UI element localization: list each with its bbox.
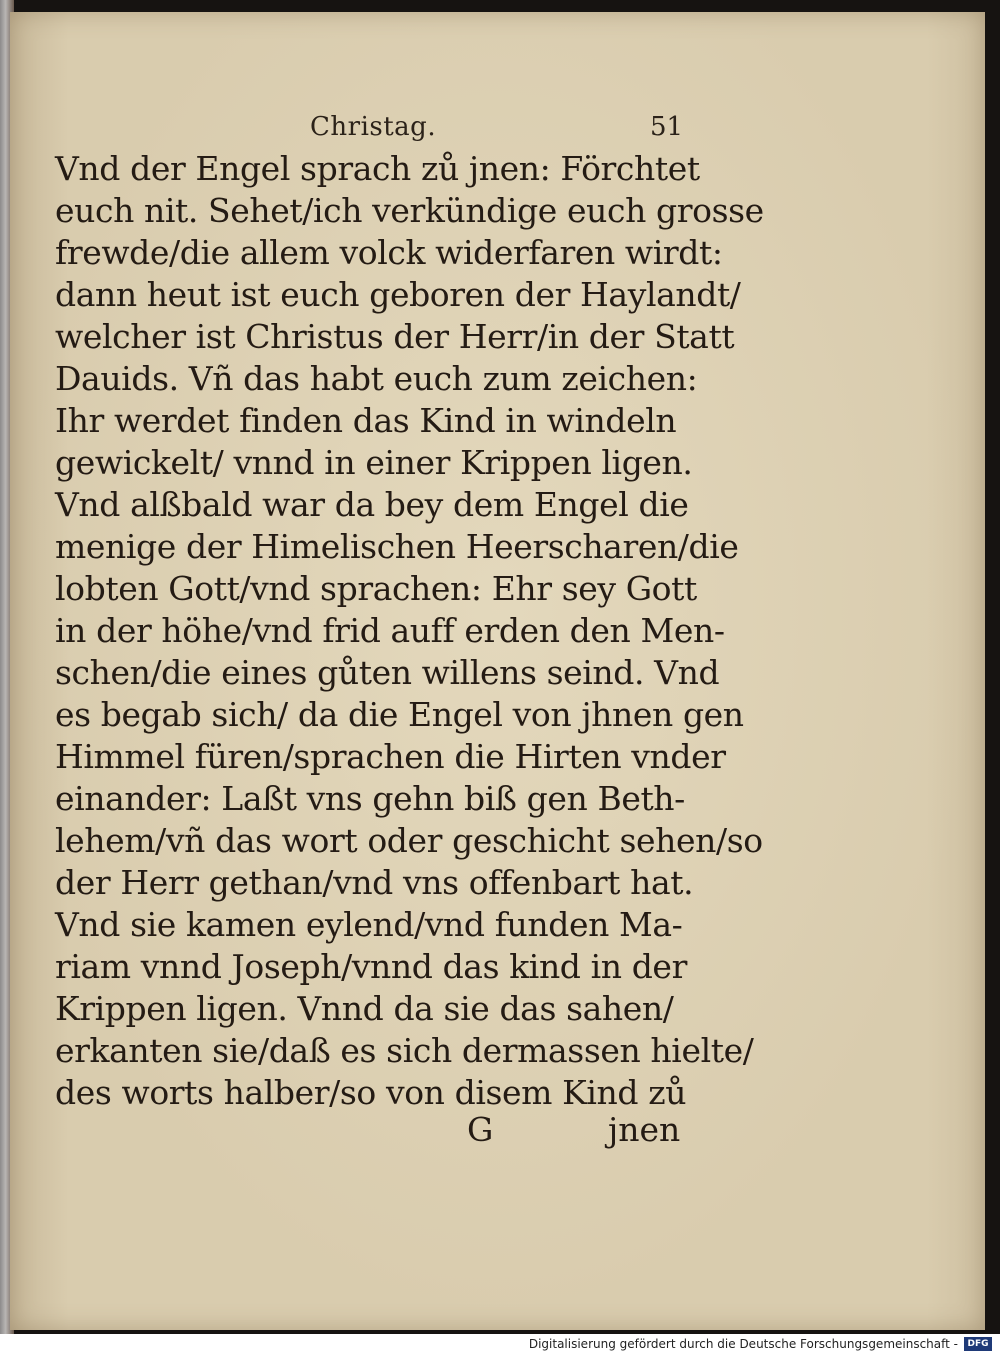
- page-number: 51: [650, 112, 684, 142]
- text-line: schen/die eines gůten willens seind. Vnd: [55, 653, 720, 692]
- text-line: Vnd sie kamen eylend/vnd funden Ma-: [55, 905, 683, 944]
- text-line: es begab sich/ da die Engel von jhnen gen: [55, 695, 744, 734]
- text-line: frewde/die allem volck widerfaren wirdt:: [55, 233, 723, 272]
- text-line: gewickelt/ vnnd in einer Krippen ligen.: [55, 443, 693, 482]
- text-line: Vnd alßbald war da bey dem Engel die: [55, 485, 689, 524]
- text-line: Krippen ligen. Vnnd da sie das sahen/: [55, 989, 674, 1028]
- text-line: Dauids. Vñ das habt euch zum zeichen:: [55, 359, 698, 398]
- text-line: lehem/vñ das wort oder geschicht sehen/so: [55, 821, 763, 860]
- body-text: [55, 148, 764, 1114]
- credit-bar: [0, 1334, 1000, 1355]
- text-line: menige der Himelischen Heerscharen/die: [55, 527, 739, 566]
- text-line: des worts halber/so von disem Kind zů: [55, 1073, 687, 1112]
- text-line: Ihr werdet finden das Kind in windeln: [55, 401, 677, 440]
- text-line: welcher ist Christus der Herr/in der Statt: [55, 317, 735, 356]
- catchword: jnen: [608, 1110, 681, 1149]
- funding-credit: Digitalisierung gefördert durch die Deutsche Forschungsgemeinschaft -: [528, 1337, 958, 1351]
- dfg-logo: DFG: [964, 1337, 992, 1351]
- text-line: Himmel füren/sprachen die Hirten vnder: [55, 737, 726, 776]
- text-line: lobten Gott/vnd sprachen: Ehr sey Gott: [55, 569, 697, 608]
- text-line: erkanten sie/daß es sich dermassen hielte/: [55, 1031, 754, 1070]
- page-header: [10, 112, 985, 146]
- signature-mark: G: [467, 1110, 494, 1149]
- text-line: riam vnnd Joseph/vnnd das kind in der: [55, 947, 687, 986]
- text-line: der Herr gethan/vnd vns offenbart hat.: [55, 863, 694, 902]
- text-line: in der höhe/vnd frid auff erden den Men-: [55, 611, 725, 650]
- running-head: Christag.: [310, 112, 437, 142]
- text-line: euch nit. Sehet/ich verkündige euch grosse: [55, 191, 764, 230]
- text-line: dann heut ist euch geboren der Haylandt/: [55, 275, 741, 314]
- page-footer: [10, 1110, 985, 1154]
- text-line: einander: Laßt vns gehn biß gen Beth-: [55, 779, 685, 818]
- text-line: Vnd der Engel sprach zů jnen: Förchtet: [55, 149, 700, 188]
